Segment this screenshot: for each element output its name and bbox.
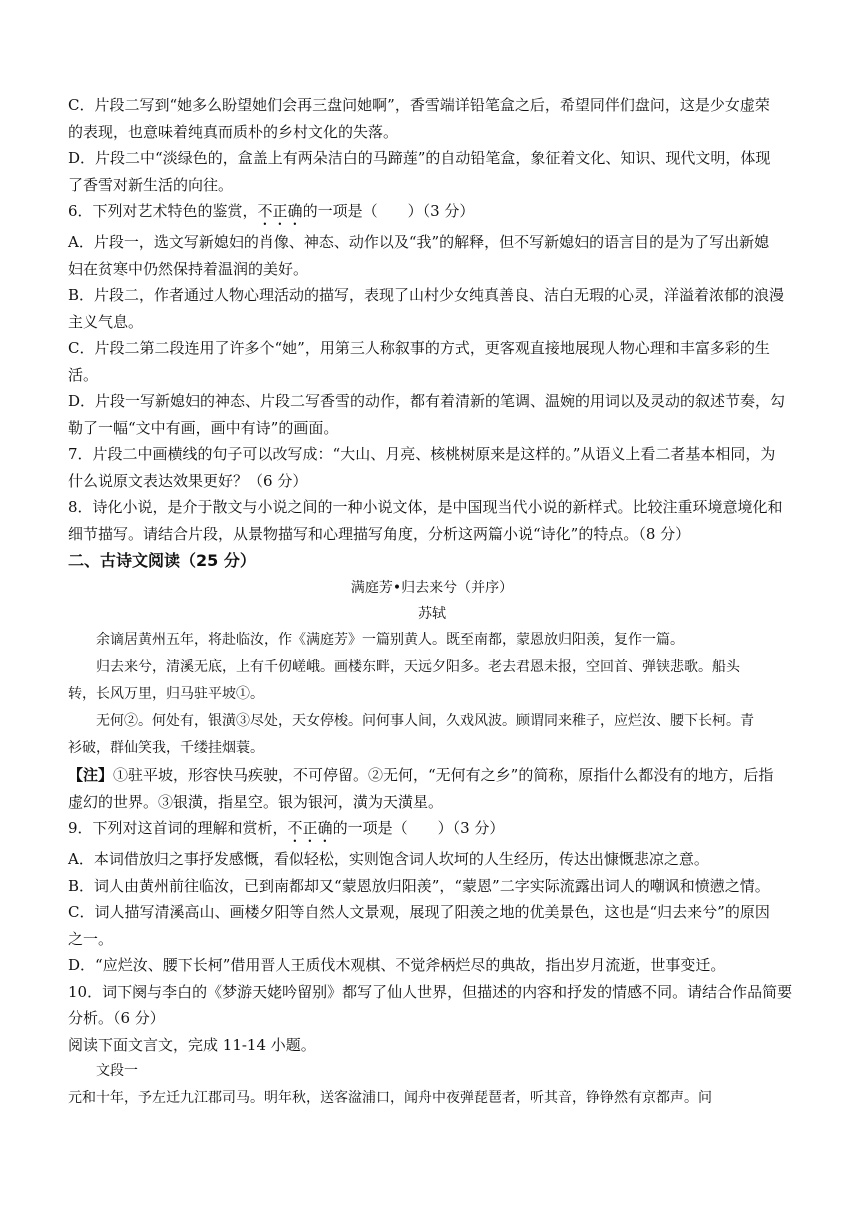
q8-line2: 细节描写。请结合片段，从景物描写和心理描写角度，分析这两篇小说“诗化”的特点。（8 分）: [68, 524, 691, 543]
q8-line1: 8．诗化小说，是介于散文与小说之间的一种小说文体，是中国现当代小说的新样式。比较注重环境意境化和: [68, 498, 783, 516]
q10-line2: 分析。（6 分）: [68, 1009, 165, 1027]
q6-stem: [68, 198, 796, 229]
poem-stanza1-line1: 归去来兮，清溪无底，上有千仞嵯峨。画楼东畔，天远夕阳多。老去君恩未报，空回首、弹铗悲歌。船头: [96, 659, 740, 675]
q5-option-d-line1: D．片段二中“淡绿色的，盒盖上有两朵洁白的马蹄莲”的自动铅笔盒，象征着文化、知识、现代文明，体现: [68, 149, 771, 167]
q9-option-d: D．“应烂汝、腰下长柯”借用晋人王质伐木观棋、不觉斧柄烂尽的典故，指出岁月流逝，世事变迁。: [68, 956, 726, 974]
q6-option-a-line2: 妇在贫寒中仍然保持着温润的美好。: [68, 259, 309, 278]
poem-stanza1-line2: 转，长风万里，归马驻平坡①。: [68, 686, 264, 702]
q9-option-b: B．词人由黄州前往临汝，已到南都却又“蒙恩放归阳羡”，“蒙恩”二字实际流露出词人的嘲讽和愤懑之情。: [68, 876, 770, 895]
poem-note-line1: [68, 762, 796, 789]
q7-line2: 什么说原文表达效果更好？（6 分）: [68, 471, 308, 490]
q5-option-d-line2: 了香雪对新生活的向往。: [68, 175, 234, 194]
q9-stem-emphasis: 不正确: [287, 819, 333, 837]
q10-line1: 10．词下阕与李白的《梦游天姥吟留别》都写了仙人世界，但描述的内容和抒发的情感不同。请结合作品简要: [68, 982, 793, 1001]
q6-stem-prefix: 6．下列对艺术特色的鉴赏，: [68, 202, 258, 220]
poem-stanza2-line1: 无何②。何处有，银潢③尽处，天女停梭。问何事人间，久戏风波。顾谓同来稚子，应烂汝、腰下长柯。青: [96, 713, 754, 729]
q9-option-c-line1: C．词人描写清溪高山、画楼夕阳等自然人文景观，展现了阳羡之地的优美景色，这也是“归去来兮”的原因: [68, 903, 770, 921]
poem-preface: 余谪居黄州五年，将赴临汝，作《满庭芳》一篇别黄人。既至南都，蒙恩放归阳羡，复作一篇。: [96, 632, 684, 648]
q6-option-d-line2: 勒了一幅“文中有画，画中有诗”的画面。: [68, 418, 339, 437]
poem-note-line2: 虚幻的世界。③银潢，指星空。银为银河，潢为天潢星。: [68, 792, 444, 811]
q6-option-b-line1: B．片段二，作者通过人物心理活动的描写，表现了山村少女纯真善良、洁白无瑕的心灵，洋溢着浓郁的浪漫: [68, 286, 785, 304]
note-text: ①驻平坡，形容快马疾驶，不可停留。②无何，“无何有之乡”的简称，原指什么都没有的地方，后指: [113, 766, 774, 784]
q6-option-c-line1: C．片段二第二段连用了许多个“她”，用第三人称叙事的方式，更客观直接地展现人物心理和丰富多彩的生: [68, 339, 770, 357]
q5-option-c-line1: C．片段二写到“她多么盼望她们会再三盘问她啊”，香雪端详铅笔盒之后，希望同伴们盘问，这是少女虚荣: [68, 96, 770, 114]
q9-option-a: A．本词借放归之事抒发感慨，看似轻松，实则饱含词人坎坷的人生经历，传达出慷慨悲凉之意。: [68, 850, 709, 868]
q7-line1: 7．片段二中画横线的句子可以改写成：“大山、月亮、核桃树原来是这样的。”从语义上看二者基本相同，为: [68, 445, 776, 463]
poem-title: 满庭芳•归去来兮（并序）: [350, 580, 514, 596]
poem-stanza2-line2: 衫破，群仙笑我，千缕挂烟蓑。: [68, 740, 264, 756]
poem-author: 苏轼: [418, 606, 446, 622]
q6-option-c-line2: 活。: [68, 365, 99, 384]
reading-intro: 阅读下面文言文，完成 11-14 小题。: [68, 1035, 316, 1054]
note-label: 【注】: [68, 766, 114, 784]
q6-stem-emphasis: 不正确: [257, 202, 303, 220]
q9-option-c-line2: 之一。: [68, 929, 114, 948]
passage1-line: 元和十年，予左迁九江郡司马。明年秋，送客湓浦口，闻舟中夜弹琵琶者，听其音，铮铮然有京都声。问: [68, 1090, 712, 1106]
q9-stem: [68, 815, 796, 846]
q6-stem-suffix: 的一项是（ ）（3 分）: [302, 202, 475, 220]
q9-stem-prefix: 9．下列对这首词的理解和赏析，: [68, 819, 288, 837]
q5-option-c-line2: 的表现，也意味着纯真而质朴的乡村文化的失落。: [68, 122, 399, 141]
q9-stem-suffix: 的一项是（ ）（3 分）: [332, 819, 505, 837]
page-content: [68, 92, 796, 1112]
q6-option-d-line1: D．片段一写新媳妇的神态、片段二写香雪的动作，都有着清新的笔调、温婉的用词以及灵动的叙述节奏，勾: [68, 392, 786, 410]
q6-option-b-line2: 主义气息。: [68, 312, 144, 331]
q6-option-a-line1: A．片段一，选文写新媳妇的肖像、神态、动作以及“我”的解释，但不写新媳妇的语言目的是为了写出新媳: [68, 233, 770, 251]
passage1-label: 文段一: [96, 1063, 138, 1079]
section-heading: 二、古诗文阅读（25 分）: [68, 551, 256, 570]
